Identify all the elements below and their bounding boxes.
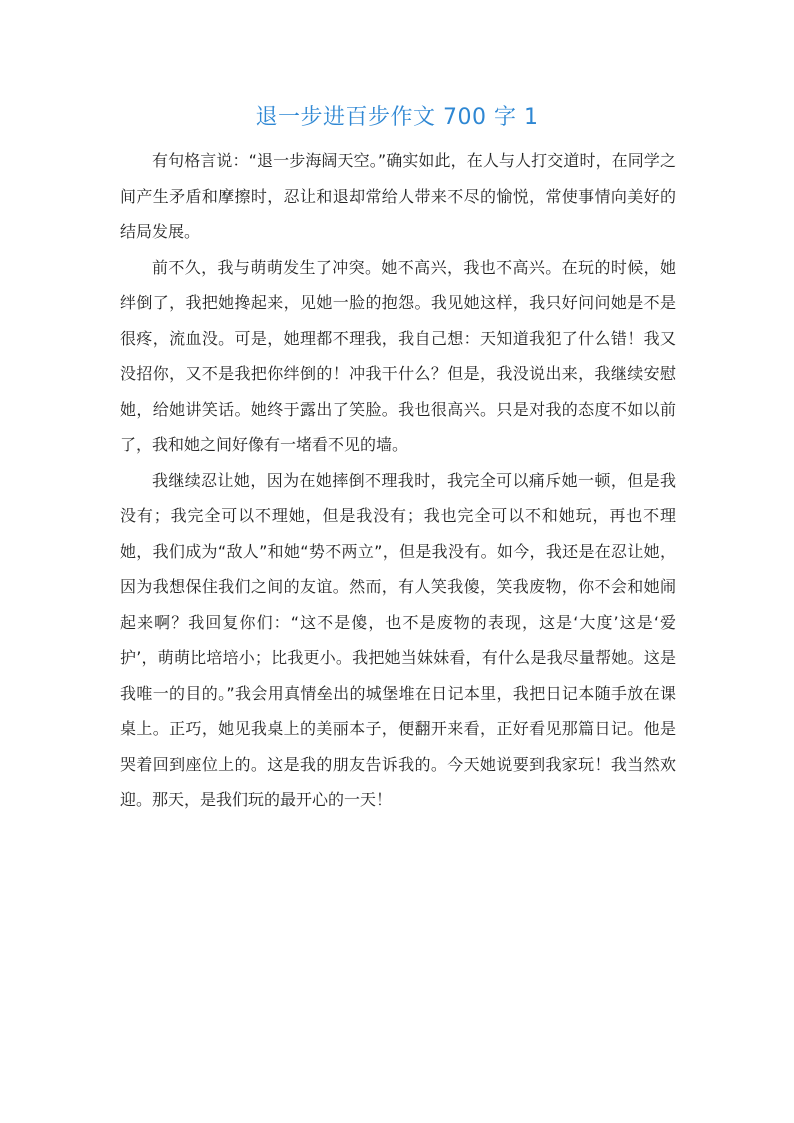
document-title: 退一步进百步作文 700 字 1 [255, 105, 539, 130]
document-body [120, 143, 676, 818]
paragraph-2: 前不久，我与萌萌发生了冲突。她不高兴，我也不高兴。在玩的时候，她绊倒了，我把她搀起来，见她一脸的抱怨。我见她这样，我只好问问她是不是很疼，流血没。可是，她理都不理我，我自己想：天知道我犯了什么错！我又没招你，又不是我把你绊倒的！冲我干什么？但是，我没说出来，我继续安慰她，给她讲笑话。她终于露出了笑脸。我也很高兴。只是对我的态度不如以前了，我和她之间好像有一堵看不见的墙。 [120, 257, 676, 454]
paragraph-3: 我继续忍让她，因为在她摔倒不理我时，我完全可以痛斥她一顿，但是我没有；我完全可以不理她，但是我没有；我也完全可以不和她玩，再也不理她，我们成为“敌人”和她“势不两立”，但是我没有。如今，我还是在忍让她，因为我想保住我们之间的友谊。然而，有人笑我傻，笑我废物，你不会和她闹起来啊？我回复你们：“这不是傻，也不是废物的表现，这是‘大度’这是‘爱护’，萌萌比培培小；比我更小。我把她当妹妹看，有什么是我尽量帮她。这是我唯一的目的。”我会用真情垒出的城堡堆在日记本里，我把日记本随手放在课桌上。正巧，她见我桌上的美丽本子，便翻开来看，正好看见那篇日记。他是哭着回到座位上的。这是我的朋友告诉我的。今天她说要到我家玩！我当然欢迎。那天，是我们玩的最开心的一天！ [120, 470, 676, 809]
paragraph-1: 有句格言说：“退一步海阔天空。”确实如此，在人与人打交道时，在同学之间产生矛盾和摩擦时，忍让和退却常给人带来不尽的愉悦，常使事情向美好的结局发展。 [120, 151, 676, 241]
